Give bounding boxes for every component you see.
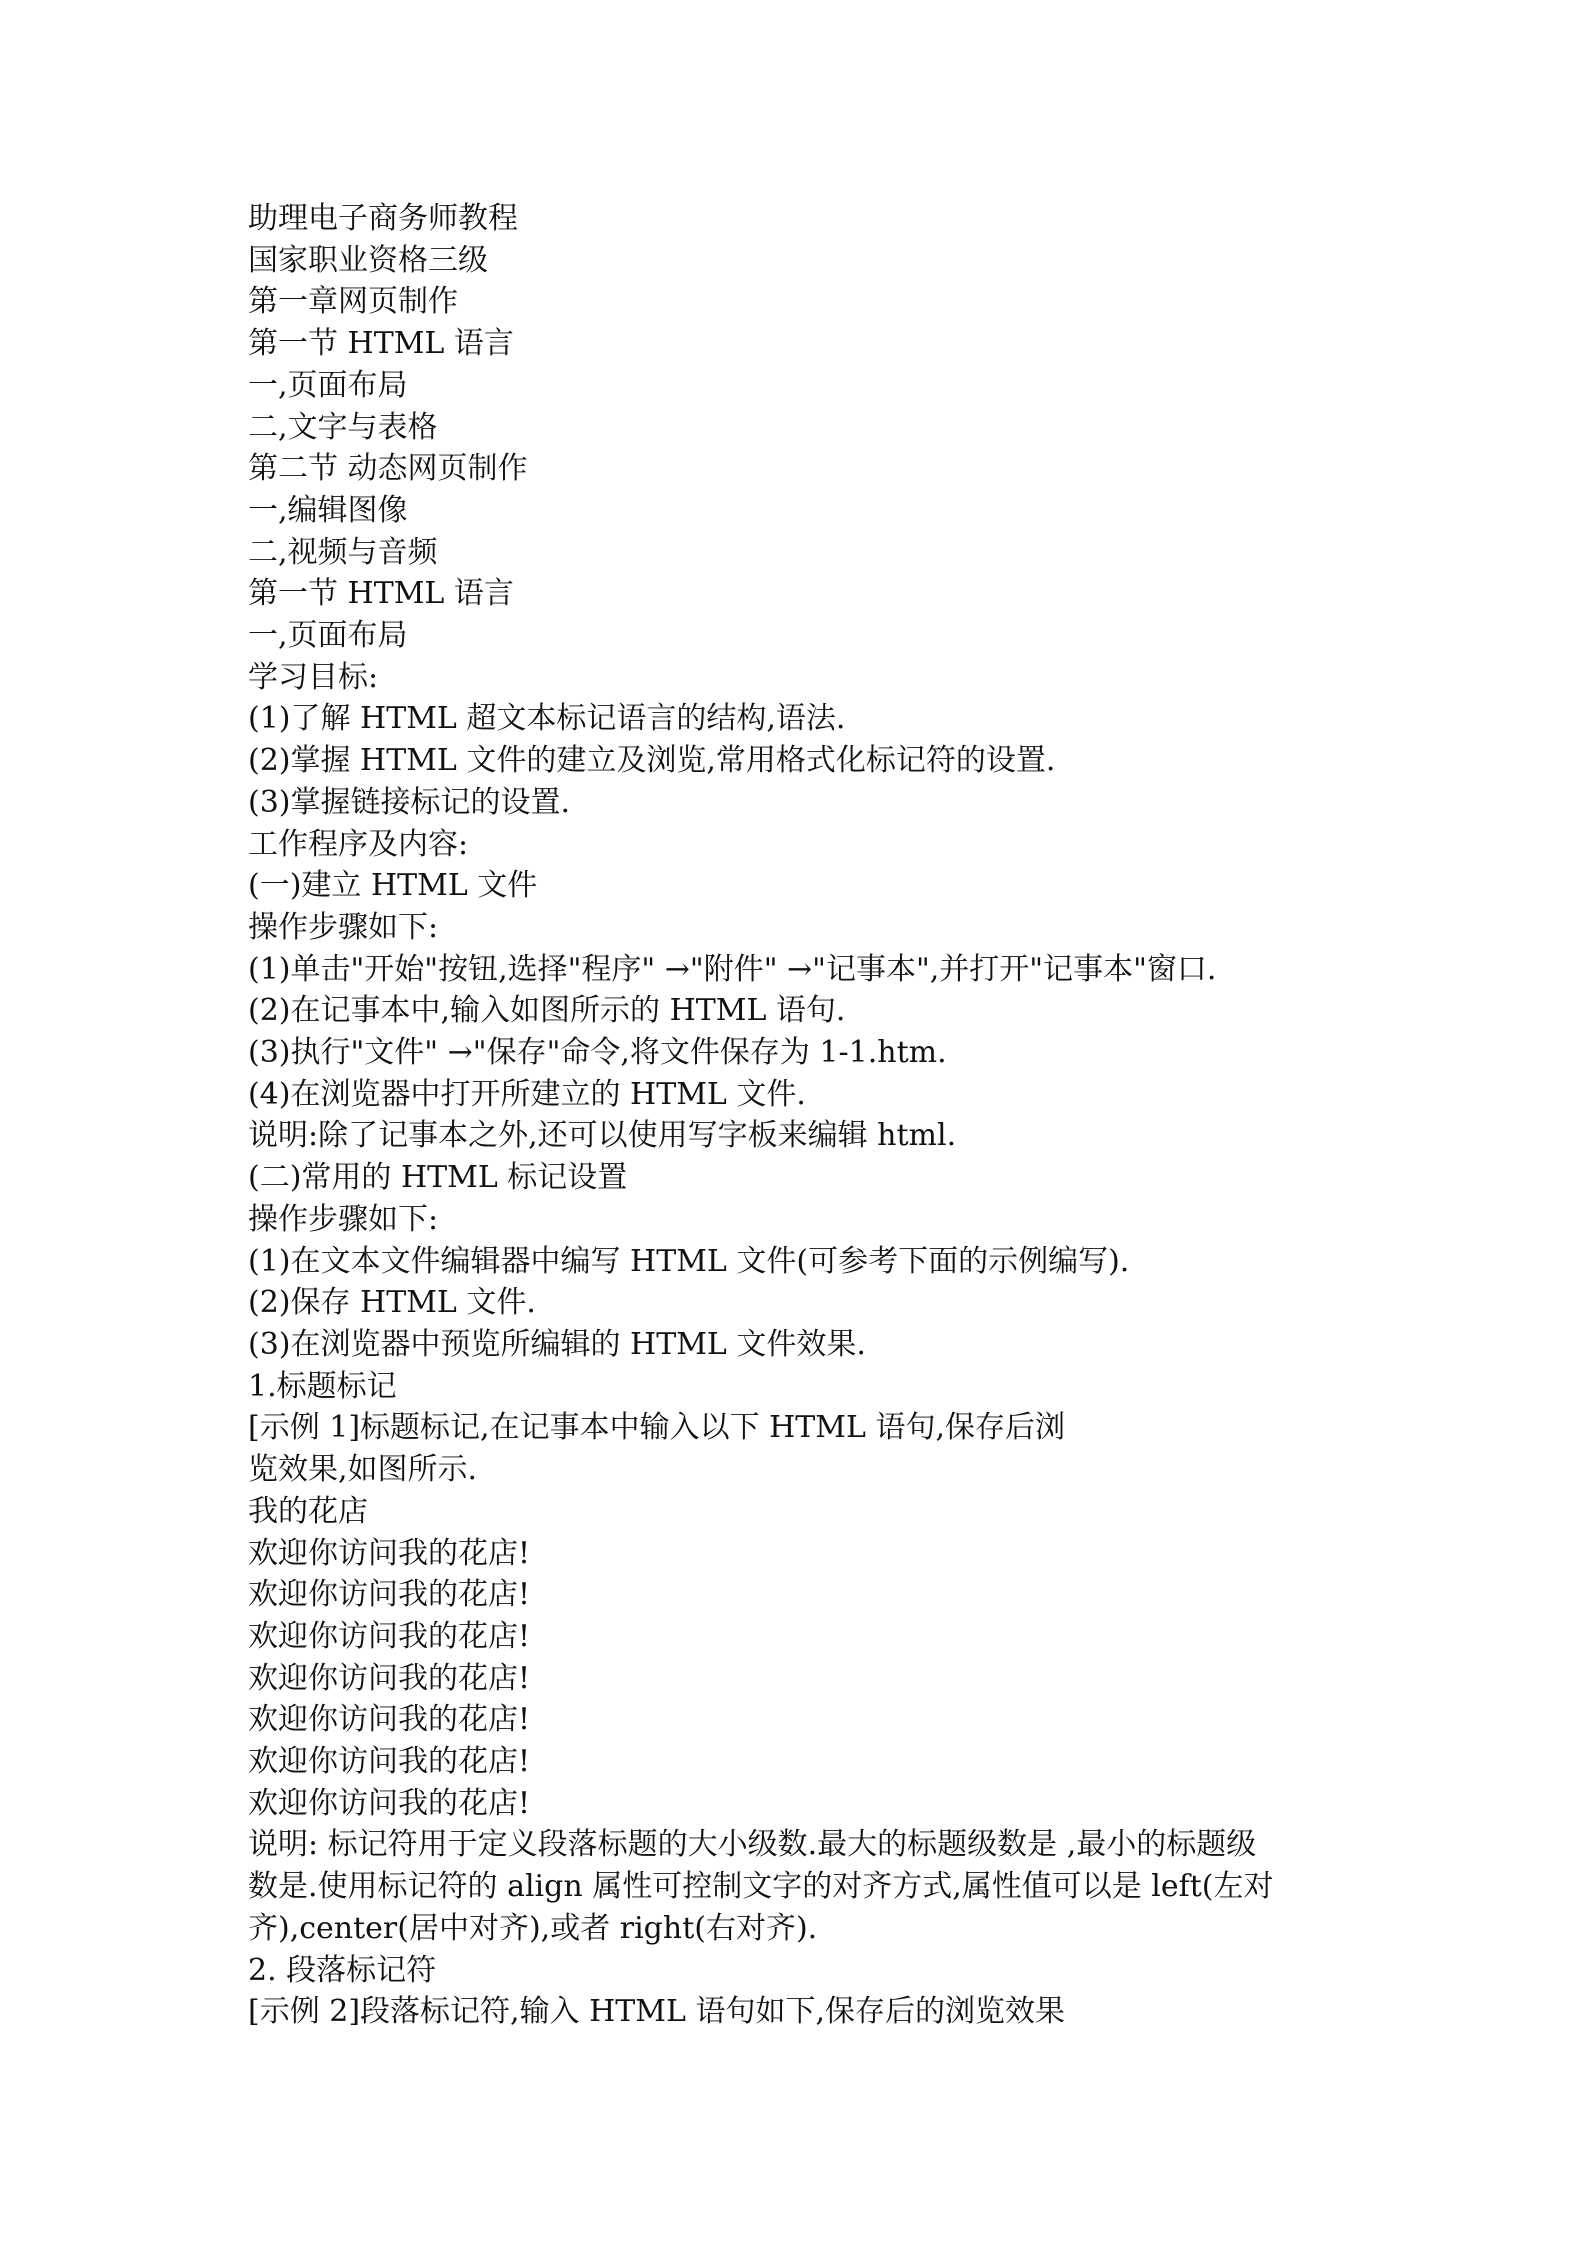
- section-heading: 第一节 HTML 语言: [248, 326, 514, 362]
- step-item: (2)在记事本中,输入如图所示的 HTML 语句.: [248, 993, 846, 1029]
- example-output-line: 欢迎你访问我的花店!: [248, 1660, 531, 1696]
- example-output-line: 欢迎你访问我的花店!: [248, 1618, 531, 1654]
- example-output-line: 我的花店: [248, 1493, 368, 1529]
- toc-item: 二,文字与表格: [248, 409, 438, 445]
- example-output-line: 欢迎你访问我的花店!: [248, 1577, 531, 1613]
- topic-heading: 1.标题标记: [248, 1368, 397, 1404]
- goal-item: (1)了解 HTML 超文本标记语言的结构,语法.: [248, 701, 846, 737]
- toc-item: 一,编辑图像: [248, 492, 408, 528]
- goal-item: (3)掌握链接标记的设置.: [248, 784, 571, 820]
- label-learning-goals: 学习目标:: [248, 659, 379, 695]
- note-paragraph: 齐),center(居中对齐),或者 right(右对齐).: [248, 1910, 818, 1946]
- example-output-line: 欢迎你访问我的花店!: [248, 1535, 531, 1571]
- note-paragraph: 说明:除了记事本之外,还可以使用写字板来编辑 html.: [248, 1118, 957, 1154]
- toc-item: 一,页面布局: [248, 367, 408, 403]
- chapter-heading: 第一章网页制作: [248, 284, 458, 320]
- step-item: (3)在浏览器中预览所编辑的 HTML 文件效果.: [248, 1326, 866, 1362]
- example-paragraph: [示例 1]标题标记,在记事本中输入以下 HTML 语句,保存后浏: [248, 1410, 1065, 1446]
- goal-item: (2)掌握 HTML 文件的建立及浏览,常用格式化标记符的设置.: [248, 743, 1056, 779]
- step-item: (4)在浏览器中打开所建立的 HTML 文件.: [248, 1076, 806, 1112]
- step-item: (2)保存 HTML 文件.: [248, 1285, 536, 1321]
- label-steps: 操作步骤如下:: [248, 909, 439, 945]
- step-item: (1)在文本文件编辑器中编写 HTML 文件(可参考下面的示例编写).: [248, 1243, 1130, 1279]
- label-steps: 操作步骤如下:: [248, 1201, 439, 1237]
- label-procedure: 工作程序及内容:: [248, 826, 469, 862]
- step-item: (1)单击"开始"按钮,选择"程序" →"附件" →"记事本",并打开"记事本"窗口.: [248, 951, 1217, 987]
- document-body: [248, 198, 1368, 2033]
- note-paragraph: 说明: 标记符用于定义段落标题的大小级数.最大的标题级数是 ,最小的标题级: [248, 1827, 1257, 1863]
- example-paragraph: 览效果,如图所示.: [248, 1452, 478, 1488]
- procedure-heading: (一)建立 HTML 文件: [248, 868, 538, 904]
- step-item: (3)执行"文件" →"保存"命令,将文件保存为 1-1.htm.: [248, 1035, 947, 1071]
- doc-title: 助理电子商务师教程: [248, 201, 518, 236]
- example-output-line: 欢迎你访问我的花店!: [248, 1785, 531, 1821]
- section-heading: 第二节 动态网页制作: [248, 451, 528, 487]
- note-paragraph: 数是.使用标记符的 align 属性可控制文字的对齐方式,属性值可以是 left(左对: [248, 1869, 1274, 1905]
- example-paragraph: [示例 2]段落标记符,输入 HTML 语句如下,保存后的浏览效果: [248, 1994, 1065, 2030]
- doc-subtitle: 国家职业资格三级: [248, 242, 488, 278]
- example-output-line: 欢迎你访问我的花店!: [248, 1744, 531, 1780]
- procedure-heading: (二)常用的 HTML 标记设置: [248, 1160, 628, 1196]
- toc-item: 二,视频与音频: [248, 534, 438, 570]
- subsection-heading: 一,页面布局: [248, 618, 408, 654]
- topic-heading: 2. 段落标记符: [248, 1952, 437, 1988]
- section-heading: 第一节 HTML 语言: [248, 576, 514, 612]
- example-output-line: 欢迎你访问我的花店!: [248, 1702, 531, 1738]
